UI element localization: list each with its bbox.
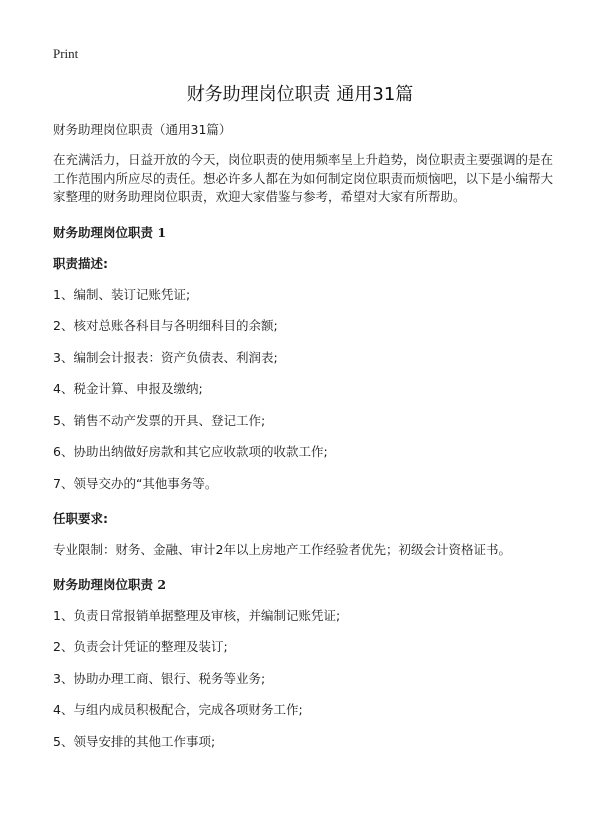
list-item: 7、领导交办的“其他事务等。 bbox=[53, 475, 218, 491]
list-item: 1、负责日常报销单据整理及审核，并编制记账凭证; bbox=[53, 607, 341, 623]
page-title: 财务助理岗位职责 通用31篇 bbox=[186, 84, 414, 105]
document-body bbox=[53, 121, 553, 764]
document-subtitle: 财务助理岗位职责（通用31篇） bbox=[53, 122, 232, 137]
section-heading-1: 财务助理岗位职责 1 bbox=[53, 224, 167, 240]
list-item: 2、核对总账各科目与各明细科目的余额; bbox=[53, 318, 278, 333]
requirements-heading: 任职要求: bbox=[53, 510, 108, 526]
list-item: 3、协助办理工商、银行、税务等业务; bbox=[53, 670, 266, 686]
list-item: 1、编制、装订记账凭证; bbox=[53, 286, 191, 302]
intro-paragraph: 在充满活力，日益开放的今天，岗位职责的使用频率呈上升趋势，岗位职责主要强调的是在工作范围内所应尽的责任。想必许多人都在为如何制定岗位职责而烦恼吧，以下是小编帮大家整理的财务助理岗位职责，欢迎大家借鉴与参考，希望对大家有所帮助。 bbox=[53, 152, 554, 204]
section-heading-2: 财务助理岗位职责 2 bbox=[53, 576, 167, 592]
list-item: 6、协助出纳做好房款和其它应收款项的收款工作; bbox=[53, 444, 328, 459]
list-item: 4、税金计算、申报及缴纳; bbox=[53, 381, 203, 396]
list-item: 5、领导安排的其他工作事项; bbox=[53, 733, 216, 749]
list-item: 4、与组内成员积极配合，完成各项财务工作; bbox=[53, 702, 303, 717]
list-item: 5、销售不动产发票的开具、登记工作; bbox=[53, 412, 266, 428]
list-item: 3、编制会计报表：资产负债表、利润表; bbox=[53, 349, 278, 365]
print-link[interactable]: Print bbox=[53, 46, 79, 61]
duties-heading: 职责描述: bbox=[53, 255, 108, 271]
requirements-paragraph: 专业限制：财务、金融、审计2年以上房地产工作经验者优先；初级会计资格证书。 bbox=[53, 541, 511, 557]
list-item: 2、负责会计凭证的整理及装订; bbox=[53, 639, 228, 654]
